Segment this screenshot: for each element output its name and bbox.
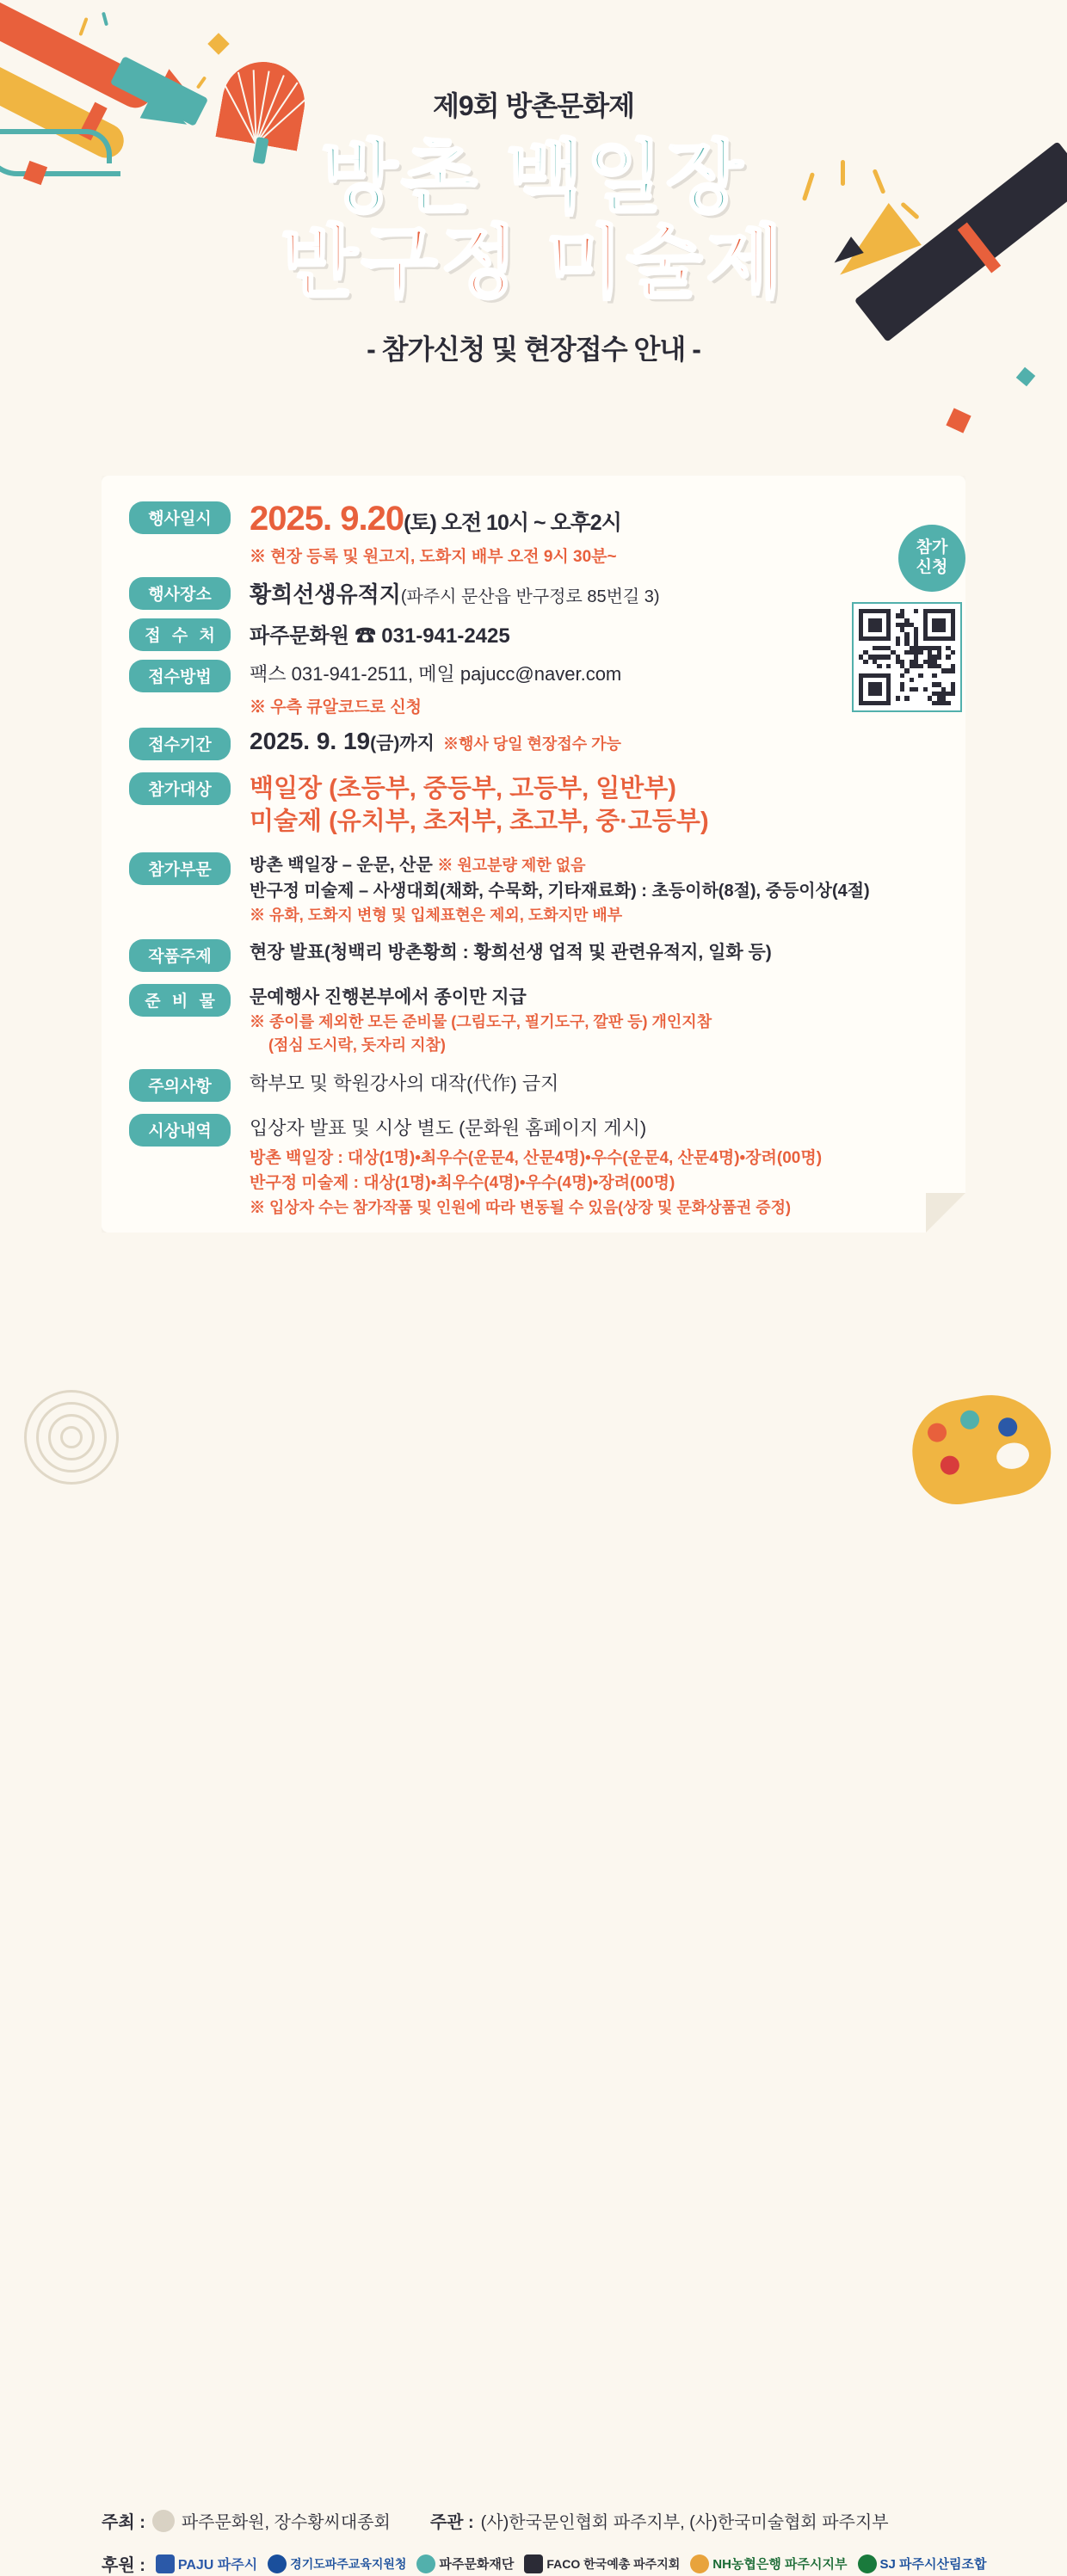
supplies-note-1: ※ 종이를 제외한 모든 준비물 (그림도구, 필기도구, 깔판 등) 개인지참 — [250, 1013, 712, 1031]
tag-date: 행사일시 — [129, 501, 231, 534]
supplies-value: 문예행사 진행본부에서 종이만 지급 — [250, 987, 527, 1007]
row-supplies — [129, 984, 947, 1058]
info-rows — [129, 501, 947, 1220]
tag-caution: 주의사항 — [129, 1069, 231, 1102]
poster-subtitle: - 참가신청 및 현장접수 안내 - — [367, 333, 700, 365]
division-line-2: 반구정 미술제 – 사생대회(채화, 수묵화, 기타재료화) : 초등이하(8절), 중등이상(4절) — [250, 881, 870, 901]
apply-badge-line1: 참가 — [916, 538, 948, 557]
host-value: 파주문화원, 장수황씨대종회 — [181, 2513, 391, 2532]
date-big: 2025. 9.20 — [250, 500, 404, 538]
sponsor-logo-paju-foundation — [416, 2554, 514, 2573]
date-note: ※ 현장 등록 및 원고지, 도화지 배부 오전 9시 30분~ — [250, 548, 617, 566]
sponsor-logo-education-office — [268, 2554, 406, 2573]
tag-awards: 시상내역 — [129, 1114, 231, 1147]
tag-target: 참가대상 — [129, 772, 231, 805]
education-office-mark-icon — [268, 2554, 287, 2573]
footer-sponsors — [102, 2551, 986, 2576]
palette-blob-orange-icon — [926, 1422, 947, 1443]
sponsor-2-label: 파주문화재단 — [439, 2557, 515, 2572]
awards-note: ※ 입상자 수는 참가작품 및 인원에 따라 변동될 수 있음(상장 및 문화상품권 증정) — [250, 1198, 792, 1216]
sponsor-3-label: FACO 한국예총 파주지회 — [546, 2556, 681, 2571]
tag-reception: 접 수 처 — [129, 618, 231, 651]
yellow-diamond-icon — [207, 33, 229, 54]
apply-badge-line2: 신청 — [916, 558, 948, 576]
row-division — [129, 852, 947, 927]
awards-prize-1: 방촌 백일장 : 대상(1명)•최우수(운문4, 산문4명)•우수(운문4, 산문4명)•장려(00명) — [250, 1149, 823, 1168]
hwanghee-crest-icon — [152, 2510, 175, 2532]
tag-place: 행사장소 — [129, 577, 231, 610]
division-note: ※ 유화, 도화지 변형 및 입체표현은 제외, 도화지만 배부 — [250, 906, 623, 924]
date-value — [250, 501, 947, 536]
row-target — [129, 772, 947, 839]
row-awards — [129, 1114, 947, 1220]
palette-blob-red-icon — [939, 1454, 960, 1476]
palette-thumb-hole-icon — [995, 1441, 1032, 1472]
reception-value: 파주문화원 ☎ 031-941-2425 — [250, 624, 510, 648]
period-note: ※행사 당일 현장접수 가능 — [442, 735, 621, 753]
sponsor-5-label: SJ 파주시산림조합 — [879, 2557, 987, 2572]
target-line-1: 백일장 (초등부, 중등부, 고등부, 일반부) — [250, 775, 676, 802]
place-bold: 황희선생유적지 — [250, 581, 401, 607]
period-small: (금)까지 — [370, 734, 435, 753]
place-address: (파주시 문산읍 반구정로 85번길 3) — [400, 587, 660, 606]
period-value — [250, 728, 435, 755]
tag-supplies: 준 비 물 — [129, 984, 231, 1017]
row-caution — [129, 1069, 947, 1102]
teal-diamond-icon — [1016, 367, 1036, 387]
palette-blob-teal-icon — [959, 1409, 980, 1430]
sponsor-logo-faco — [524, 2554, 680, 2573]
forest-coop-mark-icon — [858, 2554, 877, 2573]
method-value: 팩스 031-941-2511, 메일 pajucc@naver.com — [250, 663, 622, 685]
palette-icon — [904, 1386, 1058, 1511]
method-note: ※ 우측 큐알코드로 신청 — [250, 698, 422, 716]
sponsor-logo-nh-bank — [690, 2554, 847, 2573]
paju-foundation-mark-icon — [416, 2554, 435, 2573]
sponsor-logo-paju-city — [156, 2554, 257, 2573]
event-number: 제9회 방촌문화제 — [432, 90, 635, 121]
row-date — [129, 501, 947, 567]
supplies-note-2: (점심 도시락, 돗자리 지참) — [268, 1036, 446, 1054]
sponsor-label: 후원 : — [102, 2556, 145, 2575]
spark-1-icon — [78, 17, 88, 36]
awards-prize-2: 반구정 미술제 : 대상(1명)•최우수(4명)•우수(4명)•장려(00명) — [250, 1174, 675, 1193]
row-theme — [129, 939, 947, 972]
sponsor-1-label: 경기도파주교육지원청 — [290, 2556, 407, 2571]
awards-value: 입상자 발표 및 시상 별도 (문화원 홈페이지 게시) — [250, 1117, 647, 1140]
spiral-decor-icon — [24, 1390, 127, 1493]
row-period — [129, 728, 947, 760]
sponsor-logo-forest-coop — [858, 2554, 987, 2573]
period-big: 2025. 9. 19 — [250, 728, 371, 754]
organizer-label: 주관 : — [429, 2513, 474, 2532]
division-line-1-note: ※ 원고분량 제한 없음 — [437, 856, 586, 874]
row-reception — [129, 618, 947, 651]
sponsor-4-label: NH농협은행 파주시지부 — [712, 2557, 848, 2572]
faco-mark-icon — [524, 2554, 543, 2573]
paju-city-mark-icon — [156, 2554, 175, 2573]
tag-division: 참가부문 — [129, 852, 231, 885]
row-place — [129, 577, 947, 610]
poster-footer — [0, 1251, 1067, 2575]
caution-value: 학부모 및 학원강사의 대작(代作) 금지 — [250, 1073, 559, 1095]
tag-period: 접수기간 — [129, 728, 231, 760]
poster-header — [0, 84, 1067, 367]
target-line-2: 미술제 (유치부, 초저부, 초고부, 중·고등부) — [250, 808, 709, 836]
palette-blob-blue-icon — [996, 1416, 1018, 1437]
footer-hosts — [102, 2508, 889, 2533]
tag-theme: 작품주제 — [129, 939, 231, 972]
row-method — [129, 660, 947, 717]
title-line-2: 반구정 미술제 — [281, 219, 786, 308]
date-small: (토) 오전 10시 ~ 오후2시 — [404, 511, 621, 535]
nh-bank-mark-icon — [690, 2554, 709, 2573]
sponsor-0-label: PAJU 파주시 — [177, 2558, 258, 2573]
theme-value: 현장 발표(청백리 방촌황희 : 황희선생 업적 및 관련유적지, 일화 등) — [250, 942, 772, 962]
title-line-1: 방촌 백일장 — [321, 134, 746, 222]
place-value — [250, 577, 947, 609]
division-line-1-bold: 방촌 백일장 – 운문, 산문 — [250, 855, 433, 875]
host-label: 주최 : — [102, 2513, 145, 2532]
spark-2-icon — [102, 12, 108, 26]
orange-diamond-2-icon — [946, 408, 971, 433]
organizer-value: (사)한국문인협회 파주지부, (사)한국미술협회 파주지부 — [480, 2513, 889, 2532]
tag-method: 접수방법 — [129, 660, 231, 692]
division-line-1 — [250, 852, 947, 878]
